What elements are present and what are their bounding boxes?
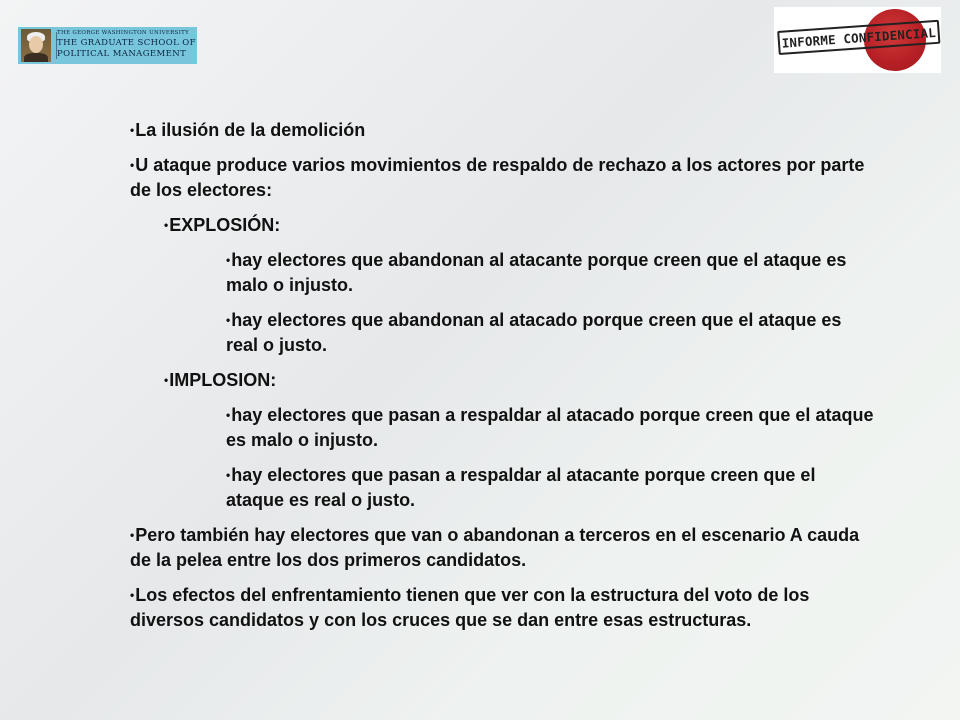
bullet-dot-icon: • — [130, 528, 135, 542]
bullet-item — [130, 583, 875, 633]
bullet-text: La ilusión de la demolición — [135, 120, 366, 140]
bullet-text: hay electores que abandonan al atacante porque creen que el ataque es malo o injusto. — [226, 250, 847, 295]
bullet-item — [130, 463, 875, 513]
bullet-dot-icon: • — [164, 218, 169, 232]
bullet-item — [130, 118, 875, 143]
bullet-dot-icon: • — [226, 253, 231, 267]
gw-logo-university: THE GEORGE WASHINGTON UNIVERSITY — [57, 29, 190, 36]
stamp-text: INFORME CONFIDENCIAL — [781, 24, 937, 51]
bullet-text: Los efectos del enfrentamiento tienen que ver con la estructura del voto de los diversos candidatos y con los cruces que se dan entre esas estructuras. — [130, 585, 810, 630]
bullet-dot-icon: • — [130, 123, 135, 137]
bullet-dot-icon: • — [164, 373, 169, 387]
bullet-text: EXPLOSIÓN: — [169, 215, 281, 235]
bullet-item — [130, 153, 875, 203]
bullet-text: IMPLOSION: — [169, 370, 277, 390]
gw-logo-school: THE GRADUATE SCHOOL OF — [57, 38, 196, 49]
bullet-item — [130, 523, 875, 573]
bullet-text: U ataque produce varios movimientos de respaldo de rechazo a los actores por parte de los electores: — [130, 155, 865, 200]
bullet-item — [130, 248, 875, 298]
bullet-text: hay electores que pasan a respaldar al atacante porque creen que el ataque es real o justo. — [226, 465, 816, 510]
bullet-dot-icon: • — [226, 408, 231, 422]
bullet-text: hay electores que pasan a respaldar al atacado porque creen que el ataque es malo o injusto. — [226, 405, 874, 450]
bullet-item — [130, 213, 875, 238]
informe-confidencial-logo — [774, 7, 941, 73]
washington-portrait-icon — [21, 29, 51, 62]
bullet-text: hay electores que abandonan al atacado porque creen que el ataque es real o justo. — [226, 310, 842, 355]
gwu-gspm-logo — [18, 27, 197, 64]
bullet-item — [130, 403, 875, 453]
bullet-item — [130, 308, 875, 358]
slide-body — [130, 118, 875, 643]
gw-logo-program: POLITICAL MANAGEMENT — [57, 48, 187, 59]
bullet-dot-icon: • — [226, 313, 231, 327]
bullet-item — [130, 368, 875, 393]
bullet-text: Pero también hay electores que van o abandonan a terceros en el escenario A cauda de la pelea entre los dos primeros candidatos. — [130, 525, 860, 570]
bullet-dot-icon: • — [130, 588, 135, 602]
bullet-dot-icon: • — [130, 158, 135, 172]
bullet-dot-icon: • — [226, 468, 231, 482]
